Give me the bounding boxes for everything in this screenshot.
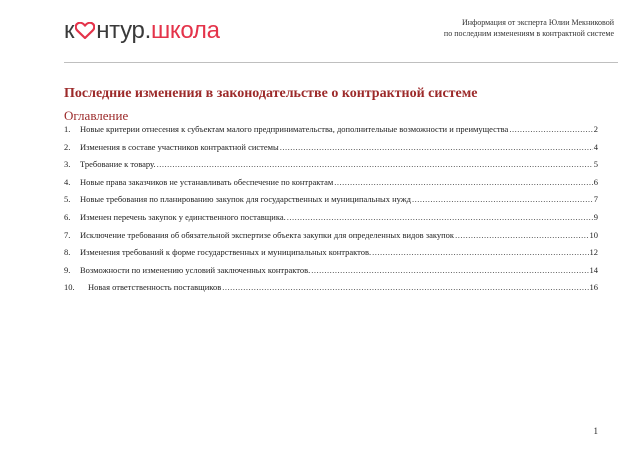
toc-entry-number: 6. [64,211,71,222]
toc-entry-page[interactable]: 9 [593,211,598,222]
toc-entry-page[interactable]: 2 [593,124,598,134]
page-number: 1 [593,426,598,436]
toc-entry-page[interactable]: 14 [589,264,598,275]
toc-entry-number: 7. [64,229,71,240]
toc-leader-dots [372,247,588,257]
heart-icon [75,22,95,39]
toc-entry-number: 4. [64,176,71,187]
header-note-line1: Информация от эксперта Юлии Мекниковой [461,18,614,27]
toc-leader-dots [334,177,593,187]
toc-leader-dots [280,142,593,152]
toc-entry[interactable] [64,194,598,212]
toc-entry-text[interactable]: Новые требования по планированию закупок для государственных и муниципальных нужд [80,194,412,205]
logo-text-shkola: школа [150,17,220,44]
toc-entry-text[interactable]: Новые критерии отнесения к субъектам малого предпринимательства, дополнительные возможности и преимущества [80,124,509,134]
toc-entry-page[interactable]: 12 [589,247,598,258]
header-note [374,17,614,39]
toc-entry-number: 10. [64,282,75,293]
toc-entry-page[interactable]: 6 [593,176,598,187]
header-note-line2: по последним изменениям в контрактной системе [443,29,614,38]
kontur-shkola-logo [64,16,220,46]
toc-entry-text[interactable]: Возможности по изменению условий заключенных контрактов. [80,264,311,275]
toc-entry-text[interactable]: Изменен перечень закупок у единственного поставщика. [80,211,286,222]
toc-entry-text[interactable]: Требование к товару. [80,159,156,170]
toc-entry-number: 9. [64,264,71,275]
toc-heading: Оглавление [64,108,129,123]
toc-entry-number: 3. [64,159,71,170]
toc-leader-dots [287,212,593,222]
toc-entry-page[interactable]: 5 [593,159,598,170]
document-title: Последние изменения в законодательстве о контрактной системе [64,86,478,101]
toc-leader-dots [455,230,588,240]
toc-entry[interactable] [64,230,598,248]
table-of-contents [64,124,598,300]
toc-entry-page[interactable]: 16 [589,282,598,293]
toc-entry[interactable] [64,142,598,160]
toc-entry-text[interactable]: Изменения в составе участников контрактной системы [80,141,279,152]
toc-leader-dots [509,124,592,134]
toc-entry[interactable] [64,247,598,265]
toc-entry-text[interactable]: Новая ответственность поставщиков [88,282,222,293]
toc-entry-number: 1. [64,124,71,134]
toc-entry-text[interactable]: Новые права заказчиков не устанавливать обеспечение по контрактам [80,176,334,187]
toc-entry-page[interactable]: 10 [589,229,598,240]
toc-entry[interactable] [64,124,598,142]
header-divider [64,62,618,63]
toc-entry-text[interactable]: Изменения требований к форме государственных и муниципальных контрактов. [80,247,372,258]
toc-entry[interactable] [64,282,598,300]
toc-entry-page[interactable]: 4 [593,141,598,152]
toc-entry-number: 5. [64,194,71,205]
toc-leader-dots [412,194,593,204]
toc-entry[interactable] [64,265,598,283]
toc-entry[interactable] [64,177,598,195]
toc-leader-dots [311,265,588,275]
logo-text-ntur: нтур. [96,17,151,44]
toc-leader-dots [222,282,588,292]
logo-text-k: к [64,17,75,44]
toc-entry-number: 2. [64,141,71,152]
toc-entry[interactable] [64,212,598,230]
toc-entry[interactable] [64,159,598,177]
toc-entry-number: 8. [64,247,71,258]
toc-entry-text[interactable]: Исключение требования об обязательной экспертизе объекта закупки для определенных видов закупок [80,229,455,240]
toc-leader-dots [157,159,593,169]
toc-entry-page[interactable]: 7 [593,194,598,205]
